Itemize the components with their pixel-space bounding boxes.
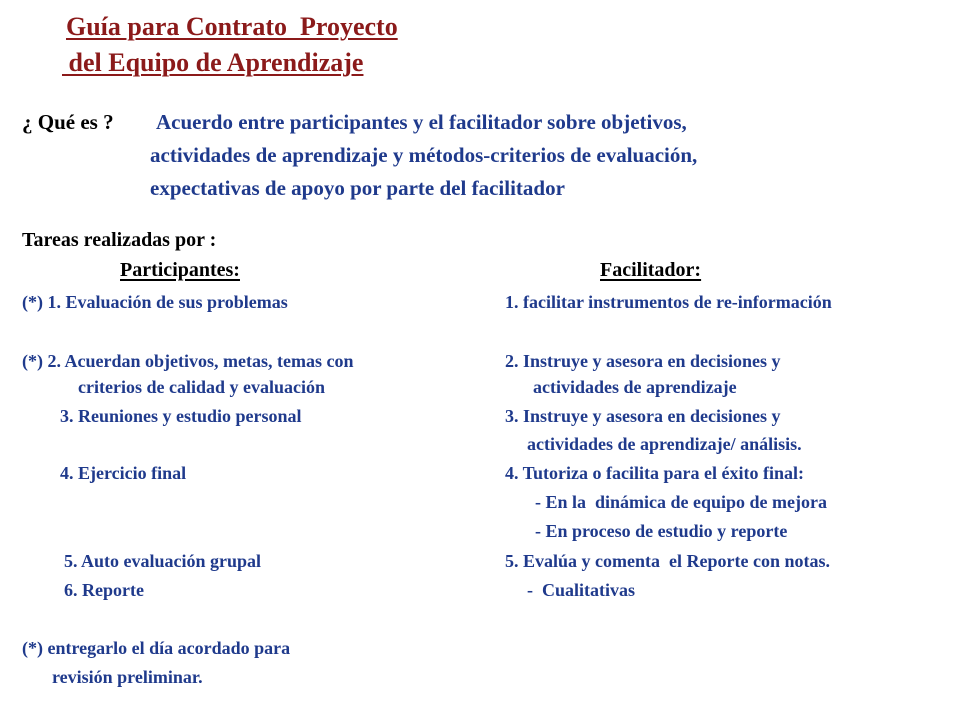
definition-line-1: Acuerdo entre participantes y el facilitador sobre objetivos, [156, 110, 687, 134]
footnote-line-2: revisión preliminar. [52, 667, 203, 687]
definition-line-3: expectativas de apoyo por parte del facilitador [150, 176, 565, 200]
facilitator-item-5: 5. Evalúa y comenta el Reporte con notas. [505, 551, 830, 571]
participant-item-3: 3. Reuniones y estudio personal [60, 406, 302, 426]
footnote-line-1: (*) entregarlo el día acordado para [22, 638, 291, 658]
tasks-heading: Tareas realizadas por : [22, 229, 217, 251]
facilitator-item-2-cont: actividades de aprendizaje [533, 377, 737, 397]
definition-label: ¿ Qué es ? [22, 110, 114, 134]
participant-item-2: (*) 2. Acuerdan objetivos, metas, temas con [22, 351, 354, 371]
participant-item-2-cont: criterios de calidad y evaluación [78, 377, 325, 397]
participant-item-4: 4. Ejercicio final [60, 463, 187, 483]
participant-item-5: 5. Auto evaluación grupal [64, 551, 262, 571]
facilitator-item-5-sub: - Cualitativas [527, 580, 635, 600]
facilitator-item-3: 3. Instruye y asesora en decisiones y [505, 406, 781, 426]
facilitator-item-3-cont: actividades de aprendizaje/ análisis. [527, 434, 802, 454]
participant-item-6: 6. Reporte [64, 580, 144, 600]
facilitator-item-1: 1. facilitar instrumentos de re-información [505, 292, 832, 312]
participant-item-1: (*) 1. Evaluación de sus problemas [22, 292, 288, 312]
facilitator-item-4-sub-2: - En proceso de estudio y reporte [535, 521, 788, 541]
definition-line-2: actividades de aprendizaje y métodos-criterios de evaluación, [150, 143, 698, 167]
participants-header: Participantes: [120, 259, 240, 281]
facilitator-item-4-sub-1: - En la dinámica de equipo de mejora [535, 492, 828, 512]
facilitator-item-4: 4. Tutoriza o facilita para el éxito final: [505, 463, 804, 483]
facilitator-header: Facilitador: [600, 259, 702, 281]
title-line-1: Guía para Contrato Proyecto [66, 12, 398, 41]
title-line-2: del Equipo de Aprendizaje [62, 48, 364, 77]
facilitator-item-2: 2. Instruye y asesora en decisiones y [505, 351, 781, 371]
